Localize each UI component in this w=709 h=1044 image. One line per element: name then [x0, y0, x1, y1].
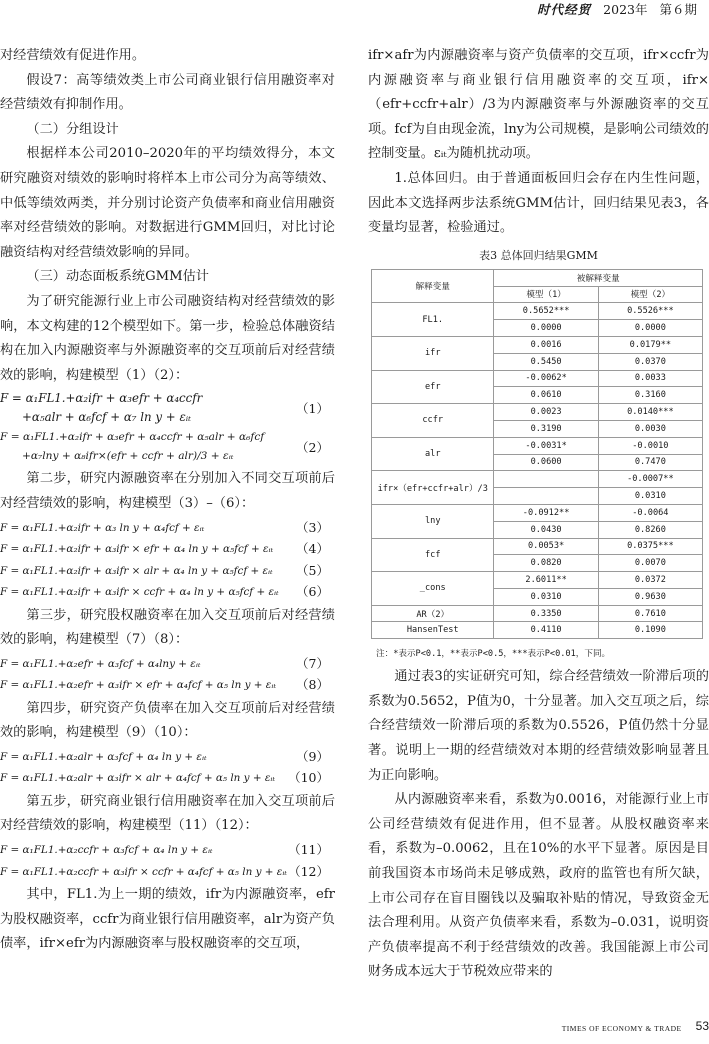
equation-4: F = α₁FL1.+α₂ifr + α₃ifr × efr + α₄ ln y + α₅fcf + εᵢₜ （4）	[0, 541, 329, 556]
p-value-cell: 0.0310	[494, 588, 598, 605]
right-column	[368, 44, 709, 985]
variable-name: ifr	[372, 336, 494, 370]
p-value-cell: 0.8260	[598, 521, 702, 538]
equation-12: F = α₁FL1.+α₂ccfr + α₃ifr × ccfr + α₄fcf + α₅ ln y + εᵢₜ （12）	[0, 863, 329, 879]
variable-name: FL1.	[372, 303, 494, 337]
equation-2: F = α₁FL1.+α₂ifr + α₃efr + α₄ccfr + α₅alr + α₆fcf +α₇lny + α₈ifr×(efr + ccfr + alr)/3 + εᵢₜ （2）	[0, 431, 329, 463]
equation-6: F = α₁FL1.+α₂ifr + α₃ifr × ccfr + α₄ ln y + α₅fcf + εᵢₜ （6）	[0, 584, 329, 599]
equation-11: F = α₁FL1.+α₂ccfr + α₃fcf + α₄ ln y + εᵢₜ （11）	[0, 842, 329, 858]
coefficient-cell: 0.0140***	[598, 404, 702, 421]
ar2-row	[372, 605, 703, 622]
table-row	[372, 538, 703, 555]
coefficient-cell: 0.0016	[494, 336, 598, 353]
table-row	[372, 336, 703, 353]
statistic-value: 0.4110	[494, 622, 598, 639]
coefficient-cell	[494, 471, 598, 488]
regression-results-table	[371, 269, 703, 640]
coefficient-cell: 2.6011**	[494, 572, 598, 589]
year-label: 2023年	[603, 2, 648, 17]
p-value-cell: 0.0070	[598, 555, 702, 572]
equation-9: F = α₁FL1.+α₂alr + α₃fcf + α₄ ln y + εᵢₜ （9）	[0, 748, 329, 764]
header-model-2: 模型（2）	[598, 286, 702, 303]
table-caption: 表3 总体回归结果GMM	[479, 248, 598, 262]
p-value-cell: 0.0000	[494, 320, 598, 337]
coefficient-cell: 0.0375***	[598, 538, 702, 555]
coefficient-cell: -0.0912**	[494, 504, 598, 521]
journal-english-name: TIMES OF ECONOMY & TRADE	[561, 1024, 682, 1033]
p-value-cell: 0.3190	[494, 420, 598, 437]
p-value-cell: 0.0600	[494, 454, 598, 471]
statistic-value: 0.3350	[494, 605, 598, 622]
paragraph: 第三步，研究股权融资率在加入交互项前后对经营绩效的影响，构建模型（7）（8）：	[0, 607, 335, 648]
equation-1: F = α₁FL1.+α₂ifr + α₃efr + α₄ccfr +α₅alr + α₆fcf + α₇ ln y + εᵢₜ （1）	[0, 391, 329, 425]
issue-label: 第６期	[659, 2, 697, 17]
coefficient-cell: -0.0010	[598, 437, 702, 454]
coefficient-cell: 0.5652***	[494, 303, 598, 320]
table-row	[372, 404, 703, 421]
equation-10: F = α₁FL1.+α₂alr + α₃ifr × alr + α₄fcf + α₅ ln y + εᵢₜ （10）	[0, 770, 329, 786]
header-model-1: 模型（1）	[494, 286, 598, 303]
statistic-value: 0.7610	[598, 605, 702, 622]
p-value-cell: 0.0030	[598, 420, 702, 437]
hypothesis-7: 假设7：高等绩效类上市公司商业银行信用融资率对经营绩效有抑制作用。	[0, 72, 335, 113]
section-heading-grouping: （二）分组设计	[26, 121, 119, 137]
coefficient-cell: 0.0179**	[598, 336, 702, 353]
table-row	[372, 437, 703, 454]
paragraph: 从内源融资率来看，系数为0.0016，对能源行业上市公司经营绩效有促进作用，但不显著。从股权融资率来看，系数为–0.0062，且在10%的水平下显著。原因是目前我国资本市场尚未足够成熟，政府的监管也有所欠缺，上市公司存在盲目圈钱以及骗取补贴的情况，导致资金无法合理利用。从资产负债率来看，系数为–0.031，说明资产负债率提高不利于经营绩效的改善。我国能源上市公司财务成本远大于节税效应带来的	[368, 792, 709, 980]
header-dependent-variable: 被解释变量	[494, 269, 703, 286]
variable-name: ccfr	[372, 404, 494, 438]
coefficient-cell: 0.0372	[598, 572, 702, 589]
header-explanatory-variable: 解释变量	[372, 269, 494, 303]
p-value-cell: 0.9630	[598, 588, 702, 605]
page-number: 53	[695, 1019, 709, 1033]
paragraph: 其中，FL1.为上一期的绩效，ifr为内源融资率，efr为股权融资率，ccfr为商业银行信用融资率，alr为资产负债率，ifr×efr为内源融资率与股权融资率的交互项，	[0, 887, 335, 952]
journal-name: 时代经贸	[537, 2, 592, 17]
p-value-cell: 0.0000	[598, 320, 702, 337]
variable-name: efr	[372, 370, 494, 404]
statistic-name: AR（2）	[372, 605, 494, 622]
coefficient-cell: -0.0007**	[598, 471, 702, 488]
p-value-cell: 0.0370	[598, 353, 702, 370]
table-row	[372, 370, 703, 387]
coefficient-cell: -0.0031*	[494, 437, 598, 454]
statistic-value: 0.1090	[598, 622, 702, 639]
equation-3: F = α₁FL1.+α₂ifr + α₃ ln y + α₄fcf + εᵢₜ （3）	[0, 519, 329, 535]
p-value-cell: 0.7470	[598, 454, 702, 471]
table-note: 注：*表示P<0.1，**表示P<0.5，***表示P<0.01，下同。	[376, 649, 611, 660]
page-footer	[562, 1019, 709, 1033]
p-value-cell: 0.0820	[494, 555, 598, 572]
coefficient-cell: -0.0062*	[494, 370, 598, 387]
section-heading-gmm: （三）动态面板系统GMM估计	[26, 269, 209, 285]
coefficient-cell: 0.0053*	[494, 538, 598, 555]
paragraph: 根据样本公司2010–2020年的平均绩效得分，本文研究融资对绩效的影响时将样本上市公司分为高等绩效、中低等绩效两类，并分别讨论资产负债率和商业信用融资率对经营绩效的影响。对数据进行GMM回归，对比讨论融资结构对经营绩效影响的异同。	[0, 146, 335, 260]
coefficient-cell: 0.5526***	[598, 303, 702, 320]
paragraph: 第四步，研究资产负债率在加入交互项前后对经营绩效的影响，构建模型（9）（10）：	[0, 700, 335, 741]
coefficient-cell: -0.0064	[598, 504, 702, 521]
paragraph: 为了研究能源行业上市公司融资结构对经营绩效的影响，本文构建的12个模型如下。第一步，检验总体融资结构在加入内源融资率与外源融资率的交互项前后对经营绩效的影响，构建模型（1）（2）：	[0, 293, 335, 383]
hansen-test-row	[372, 622, 703, 639]
paragraph: 对经营绩效有促进作用。	[0, 48, 146, 63]
equation-7: F = α₁FL1.+α₂efr + α₃fcf + α₄lny + εᵢₜ （7）	[0, 655, 329, 671]
coefficient-cell: 0.0033	[598, 370, 702, 387]
table-row	[372, 504, 703, 521]
p-value-cell	[494, 488, 598, 505]
variable-name: ifr×（efr+ccfr+alr）/3	[372, 471, 494, 505]
paragraph: 1.总体回归。由于普通面板回归会存在内生性问题，因此本文选择两步法系统GMM估计，回归结果见表3，各变量均显著，检验通过。	[368, 170, 709, 236]
variable-name: fcf	[372, 538, 494, 572]
coefficient-cell: 0.0023	[494, 404, 598, 421]
paragraph: 通过表3的实证研究可知，综合经营绩效一阶滞后项的系数为0.5652，P值为0，十分显著。加入交互项之后，综合经营绩效一阶滞后项的系数为0.5526，P值仍然十分显著。说明上一期的经营绩效对本期的经营绩效影响显著且为正向影响。	[368, 669, 709, 783]
variable-name: lny	[372, 504, 494, 538]
p-value-cell: 0.0430	[494, 521, 598, 538]
table-row	[372, 303, 703, 320]
variable-name: _cons	[372, 572, 494, 606]
table-row	[372, 471, 703, 488]
p-value-cell: 0.0310	[598, 488, 702, 505]
p-value-cell: 0.0610	[494, 387, 598, 404]
paragraph: 第五步，研究商业银行信用融资率在加入交互项前后对经营绩效的影响，构建模型（11）（12）：	[0, 793, 335, 834]
p-value-cell: 0.5450	[494, 353, 598, 370]
variable-name: alr	[372, 437, 494, 471]
equation-8: F = α₁FL1.+α₂efr + α₃ifr × efr + α₄fcf + α₅ ln y + εᵢₜ （8）	[0, 677, 329, 693]
left-column	[0, 44, 335, 957]
equation-5: F = α₁FL1.+α₂ifr + α₃ifr × alr + α₄ ln y + α₅fcf + εᵢₜ （5）	[0, 562, 329, 578]
p-value-cell: 0.3160	[598, 387, 702, 404]
paragraph: 第二步，研究内源融资率在分别加入不同交互项前后对经营绩效的影响，构建模型（3）–（6）：	[0, 471, 335, 511]
paragraph: ifr×afr为内源融资率与资产负债率的交互项，ifr×ccfr为内源融资率与商业银行信用融资率的交互项，ifr×（efr+ccfr+alr）/3为内源融资率与外源融资率的交互项。fcf为自由现金流，lny为公司规模，是影响公司绩效的控制变量。εᵢₜ为随机扰动项。	[368, 48, 709, 162]
table-row	[372, 572, 703, 589]
statistic-name: HansenTest	[372, 622, 494, 639]
running-header	[537, 0, 697, 18]
